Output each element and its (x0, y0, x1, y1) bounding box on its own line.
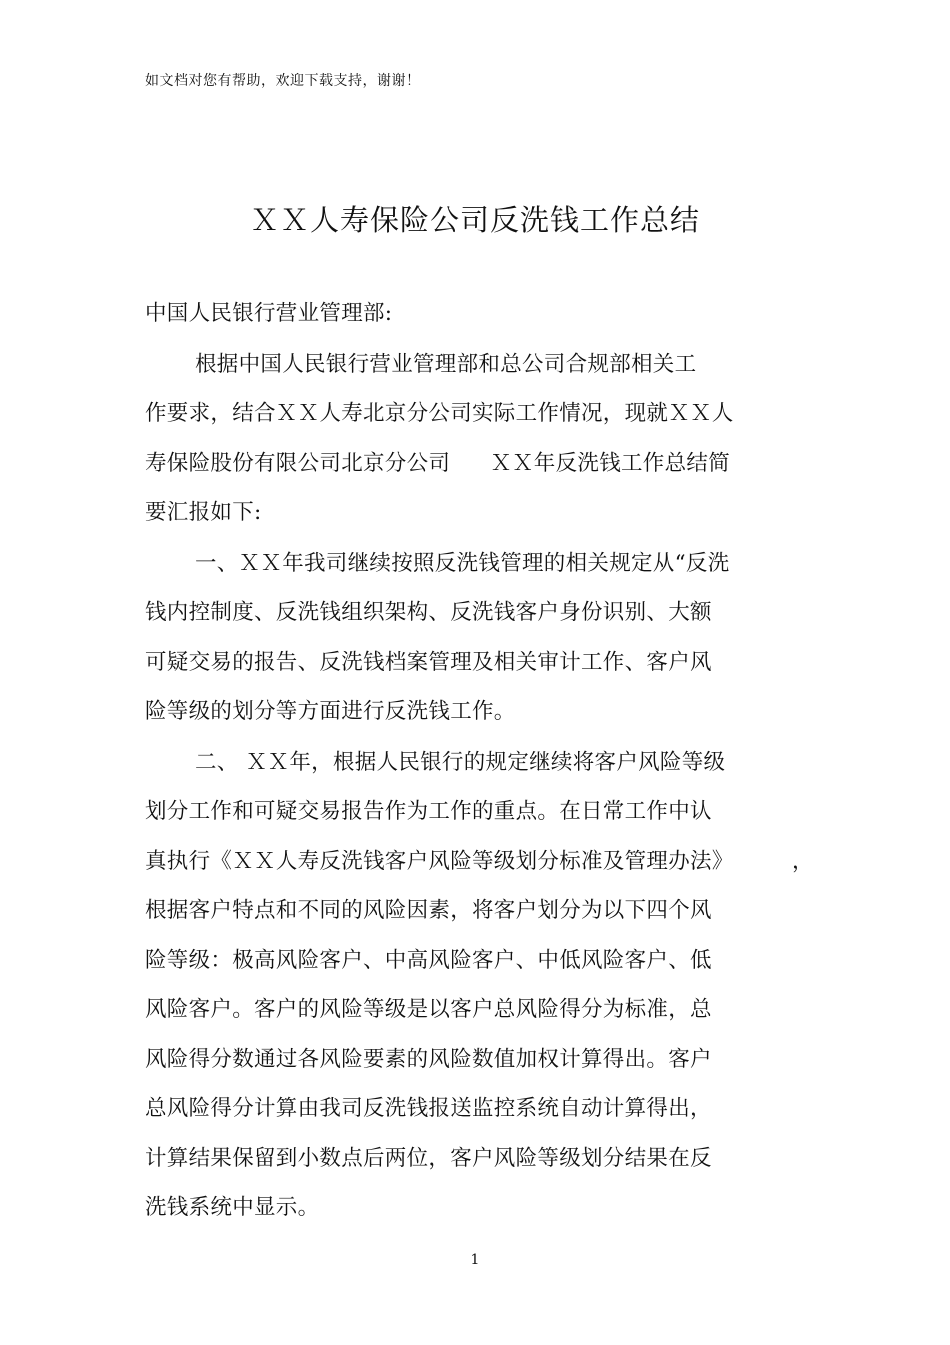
section-2-line: 风险得分数通过各风险要素的风险数值加权计算得出。客户 (145, 1047, 712, 1072)
section-2-line: 洗钱系统中显示。 (145, 1195, 320, 1220)
section-2-line: 根据客户特点和不同的风险因素，将客户划分为以下四个风 (145, 898, 712, 923)
intro-line (145, 449, 730, 479)
section-1-line: 险等级的划分等方面进行反洗钱工作。 (145, 699, 516, 724)
intro-line-part: 寿保险股份有限公司北京分公司 (145, 451, 451, 476)
section-2-line: 风险客户。客户的风险等级是以客户总风险得分为标准，总 (145, 997, 712, 1022)
header-note: 如文档对您有帮助，欢迎下载支持，谢谢！ (145, 73, 421, 89)
intro-line: 作要求，结合ＸＸ人寿北京分公司实际工作情况，现就ＸＸ人 (145, 401, 734, 426)
intro-line: 要汇报如下: (145, 500, 262, 525)
section-1-line: 可疑交易的报告、反洗钱档案管理及相关审计工作、客户风 (145, 650, 712, 675)
section-2-line: 真执行《ＸＸ人寿反洗钱客户风险等级划分标准及管理办法》 (145, 849, 734, 874)
document-title: ＸＸ人寿保险公司反洗钱工作总结 (249, 203, 700, 237)
intro-line-part: ＸＸ年反洗钱工作总结简 (490, 451, 731, 476)
section-1-line: 一、ＸＸ年我司继续按照反洗钱管理的相关规定从“反洗 (195, 551, 730, 576)
intro-line: 根据中国人民银行营业管理部和总公司合规部相关工 (195, 352, 697, 377)
salutation: 中国人民银行营业管理部: (145, 301, 393, 326)
section-1-line: 钱内控制度、反洗钱组织架构、反洗钱客户身份识别、大额 (145, 600, 712, 625)
section-2-trailing-comma: ， (792, 849, 814, 874)
section-2-line: 二、 ＸＸ年，根据人民银行的规定继续将客户风险等级 (195, 750, 726, 775)
page-number: 1 (470, 1252, 480, 1268)
section-2-line: 计算结果保留到小数点后两位，客户风险等级划分结果在反 (145, 1146, 712, 1171)
section-2-line: 划分工作和可疑交易报告作为工作的重点。在日常工作中认 (145, 799, 712, 824)
section-2-line: 总风险得分计算由我司反洗钱报送监控系统自动计算得出， (145, 1096, 712, 1121)
section-2-line: 险等级：极高风险客户、中高风险客户、中低风险客户、低 (145, 948, 712, 973)
